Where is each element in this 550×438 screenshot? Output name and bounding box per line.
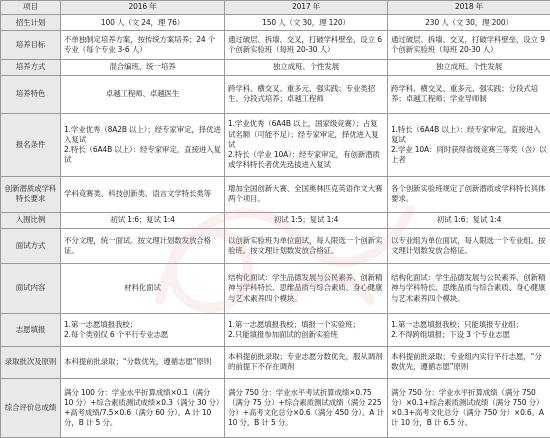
table-cell: 学科竞赛类、科技创新类、语言文学特长类等 <box>61 176 225 212</box>
table-row <box>1 212 550 228</box>
table-cell: 1.第一志愿填报我校；填报一个实验班； 2.只能填报参加面试的创新实验班 <box>225 313 388 346</box>
row-label: 面试内容 <box>1 263 61 313</box>
row-label: 招生计划 <box>1 15 61 31</box>
table-cell: 满分 100 分：学业水平折算成绩×0.1（满分 10 分）+综合素质测试成绩×0.3（满分 30 分）+高考成绩/7.5×0.6（满分 60 分）。A 计 10 分，B 计 5 分。 <box>61 379 225 438</box>
table-cell: 结构化面试：学生品德发展与公民素养、创新精神与学科特长、思维品质与综合素质、身心健康与艺术素养四个模块。 <box>388 263 550 313</box>
table-cell: 230 人（文 30，理 200） <box>388 15 550 31</box>
table-cell: 本科提前批录取；专业组内实行平行志愿，“分数优先，遵循志愿”原则 <box>388 346 550 379</box>
table-cell: 本科提前批录取；专业志愿分数优先，服从调剂的前提下不存在调剂 <box>225 346 388 379</box>
row-label: 培养方式 <box>1 59 61 75</box>
header-2017: 2017 年 <box>225 1 388 15</box>
row-label: 创新潜质或学科特长要求 <box>1 176 61 212</box>
table-row <box>1 15 550 31</box>
table-row <box>1 176 550 212</box>
row-label: 面试方式 <box>1 229 61 264</box>
header-2016: 2016 年 <box>61 1 225 15</box>
table-row <box>1 59 550 75</box>
table-row <box>1 75 550 113</box>
table-cell: 初试 1:5；复试 1:4 <box>225 212 388 228</box>
table-row <box>1 379 550 438</box>
table-row <box>1 346 550 379</box>
header-item: 项目 <box>1 1 61 15</box>
header-row <box>1 1 550 15</box>
table-cell: 不单独制定培养方案，按传统方案培养；24 个专业（每个专业 3-6 人） <box>61 31 225 59</box>
table-cell: 通过破层、拆墙、交叉，打破学科壁垒，设立 6 个创新实验班（每班 20-30 人） <box>225 31 388 59</box>
table-cell: 卓越工程师、卓越医生 <box>61 75 225 113</box>
table-cell: 满分 750 分：学业水平考试折算成绩×0.75（满分 75 分）+综合素质测试成绩（满分 225 分）+高考文化总分×0.6（满分 450 分）。A 计 10 分，B 计 5 分。 <box>225 379 388 438</box>
table-cell: 结构化面试：学生品德发展与公民素养、创新精神与学科特长、思维品质与综合素质、身心健康与艺术素养四个模块。 <box>225 263 388 313</box>
row-label: 报名条件 <box>1 113 61 176</box>
table-cell: 满分 750 分：学业水平折算成绩（满分 750 分）×0.1+综合素质测试成绩（满分 750 分）×0.3+高考文化总分（满分 750 分）×0.6。A 计 10 分，B 计 6.5 分。 <box>388 379 550 438</box>
table-cell: 材料化面试 <box>61 263 225 313</box>
table-row <box>1 229 550 264</box>
table-row <box>1 113 550 176</box>
table-cell: 初试 1:6；复试 1:4 <box>388 212 550 228</box>
table-row <box>1 263 550 313</box>
table-cell: 以创新实验班为单位面试，每人限选一个创新实验班。按文理计划数发放合格证。 <box>225 229 388 264</box>
table-cell: 增加全国创新大赛、全国奥林匹克英语作文大赛两个项目。 <box>225 176 388 212</box>
table-cell: 150 人（文 30，理 120） <box>225 15 388 31</box>
table-cell: 不分文理，统一面试。按文理计划数发放合格证。 <box>61 229 225 264</box>
table-cell: 1.第一志愿填报我校；只能填报专业组； 2.不得跨组填报；下设 3 个专业志愿 <box>388 313 550 346</box>
table-cell: 跨学科、横交叉、重多元、强实践；专业类招生、分段式培养；卓越工程师 <box>225 75 388 113</box>
table-cell: 各个创新实验班规定了创新潜质或学科特长具体要求。 <box>388 176 550 212</box>
table-cell: 初试 1:6；复试 1:4 <box>61 212 225 228</box>
table-cell: 1.特长（6A4B 以上）：经专家审定，直接进入复试 2.学业 10A：同时获得省级竞赛三等奖（含）以上者 <box>388 113 550 176</box>
row-label: 入围比例 <box>1 212 61 228</box>
row-label: 综合评价总成绩 <box>1 379 61 438</box>
table-row <box>1 31 550 59</box>
row-label: 录取批次及原则 <box>1 346 61 379</box>
table-cell: 1.第一志愿填报我校； 2.每个类别仅 6 个平行专业志愿 <box>61 313 225 346</box>
table-cell: 100 人（文 24，理 76） <box>61 15 225 31</box>
table-cell: 独立成班、个性发展 <box>388 59 550 75</box>
row-label: 培养特色 <box>1 75 61 113</box>
table-cell: 1.学业优秀（6A4B 以上，国家级竞赛）；占复试名额（可能不足）；经专家审定，择优进入复试 2.特长（学业 10A）：经专家审定，有创新潜质或学科特长者优先选拔进入复试 <box>225 113 388 176</box>
header-2018: 2018 年 <box>388 1 550 15</box>
row-label: 培养目标 <box>1 31 61 59</box>
table-cell: 通过破层、拆墙、交叉，打破学科壁垒，设立 9 个创新实验班（每班 20-30 人） <box>388 31 550 59</box>
table-cell: 独立成班、个性发展 <box>225 59 388 75</box>
table-cell: 1.学业优秀（8A2B 以上）；经专家审定，择优进入复试 2.特长（6A4B 以上）：经专家审定，直接进入复试 <box>61 113 225 176</box>
table-cell: 以专业组为单位面试，每人限选一个专业组。按文理计划数发放合格证。 <box>388 229 550 264</box>
table-row <box>1 313 550 346</box>
table-cell: 混合编班、统一培养 <box>61 59 225 75</box>
row-label: 志愿填报 <box>1 313 61 346</box>
table-cell: 跨学科、横交叉、重多元、强实践；分段式培养；卓越工程师；学业导师制 <box>388 75 550 113</box>
table-cell: 本科提前批录取；“分数优先，遵循志愿”原则 <box>61 346 225 379</box>
